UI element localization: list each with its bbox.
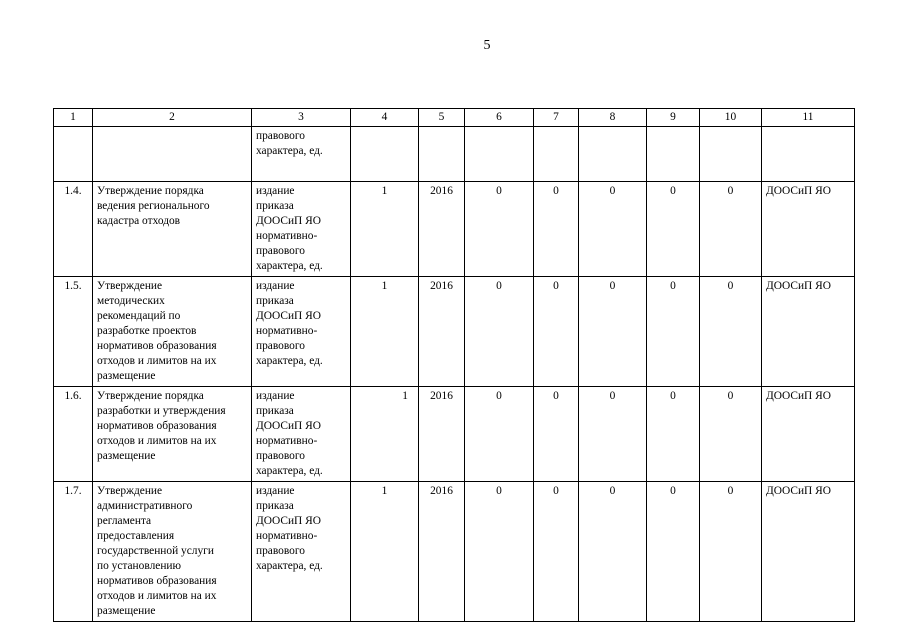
- row-number: 1.6.: [54, 387, 93, 482]
- funding-col-7: 0: [534, 482, 579, 622]
- cont-cell-9: [647, 127, 700, 182]
- funding-col-10: 0: [700, 387, 762, 482]
- funding-col-6: 0: [465, 387, 534, 482]
- year: 2016: [419, 482, 465, 622]
- target-value: 1: [351, 482, 419, 622]
- col-header-1: 1: [54, 109, 93, 127]
- funding-col-7: 0: [534, 182, 579, 277]
- responsible: ДООСиП ЯО: [762, 182, 855, 277]
- col-header-6: 6: [465, 109, 534, 127]
- responsible: ДООСиП ЯО: [762, 387, 855, 482]
- cont-cell-4: [351, 127, 419, 182]
- funding-col-10: 0: [700, 182, 762, 277]
- unit-description: издание приказа ДООСиП ЯО нормативно- правового характера, ед.: [252, 387, 351, 482]
- funding-col-8: 0: [579, 182, 647, 277]
- col-header-9: 9: [647, 109, 700, 127]
- measure-name: Утверждение методических рекомендаций по разработке проектов нормативов образования отходов и лимитов на их размещение: [93, 277, 252, 387]
- col-header-2: 2: [93, 109, 252, 127]
- funding-col-7: 0: [534, 277, 579, 387]
- col-header-10: 10: [700, 109, 762, 127]
- unit-description: издание приказа ДООСиП ЯО нормативно- правового характера, ед.: [252, 277, 351, 387]
- funding-col-8: 0: [579, 482, 647, 622]
- cont-cell-6: [465, 127, 534, 182]
- year: 2016: [419, 387, 465, 482]
- table-row: [54, 387, 855, 482]
- col-header-4: 4: [351, 109, 419, 127]
- funding-col-10: 0: [700, 277, 762, 387]
- funding-col-6: 0: [465, 182, 534, 277]
- target-value: 1: [351, 182, 419, 277]
- responsible: ДООСиП ЯО: [762, 277, 855, 387]
- funding-col-9: 0: [647, 277, 700, 387]
- col-header-3: 3: [252, 109, 351, 127]
- col-header-8: 8: [579, 109, 647, 127]
- funding-col-9: 0: [647, 182, 700, 277]
- measure-name: Утверждение административного регламента предоставления государственной услуги по установлению нормативов образования отходов и лимитов на их размещение: [93, 482, 252, 622]
- table-row: [54, 277, 855, 387]
- measure-name: Утверждение порядка ведения регионального кадастра отходов: [93, 182, 252, 277]
- cont-cell-7: [534, 127, 579, 182]
- page-number: 5: [483, 38, 491, 53]
- year: 2016: [419, 182, 465, 277]
- cont-cell-2: [93, 127, 252, 182]
- funding-col-8: 0: [579, 387, 647, 482]
- cont-cell-11: [762, 127, 855, 182]
- cont-unit: правового характера, ед.: [252, 127, 351, 182]
- target-value: 1: [351, 387, 419, 482]
- header-row: [54, 109, 855, 127]
- target-value: 1: [351, 277, 419, 387]
- continuation-row: [54, 127, 855, 182]
- row-number: 1.4.: [54, 182, 93, 277]
- responsible: ДООСиП ЯО: [762, 482, 855, 622]
- cont-cell-1: [54, 127, 93, 182]
- table-row: [54, 482, 855, 622]
- funding-col-10: 0: [700, 482, 762, 622]
- funding-col-9: 0: [647, 482, 700, 622]
- funding-col-6: 0: [465, 277, 534, 387]
- cont-cell-5: [419, 127, 465, 182]
- row-number: 1.5.: [54, 277, 93, 387]
- table-row: [54, 182, 855, 277]
- cont-cell-10: [700, 127, 762, 182]
- funding-col-8: 0: [579, 277, 647, 387]
- unit-description: издание приказа ДООСиП ЯО нормативно- правового характера, ед.: [252, 182, 351, 277]
- measure-name: Утверждение порядка разработки и утверждения нормативов образования отходов и лимитов на их размещение: [93, 387, 252, 482]
- funding-col-9: 0: [647, 387, 700, 482]
- unit-description: издание приказа ДООСиП ЯО нормативно- правового характера, ед.: [252, 482, 351, 622]
- col-header-7: 7: [534, 109, 579, 127]
- col-header-5: 5: [419, 109, 465, 127]
- funding-col-7: 0: [534, 387, 579, 482]
- row-number: 1.7.: [54, 482, 93, 622]
- year: 2016: [419, 277, 465, 387]
- measures-table: [53, 108, 855, 622]
- funding-col-6: 0: [465, 482, 534, 622]
- cont-cell-8: [579, 127, 647, 182]
- col-header-11: 11: [762, 109, 855, 127]
